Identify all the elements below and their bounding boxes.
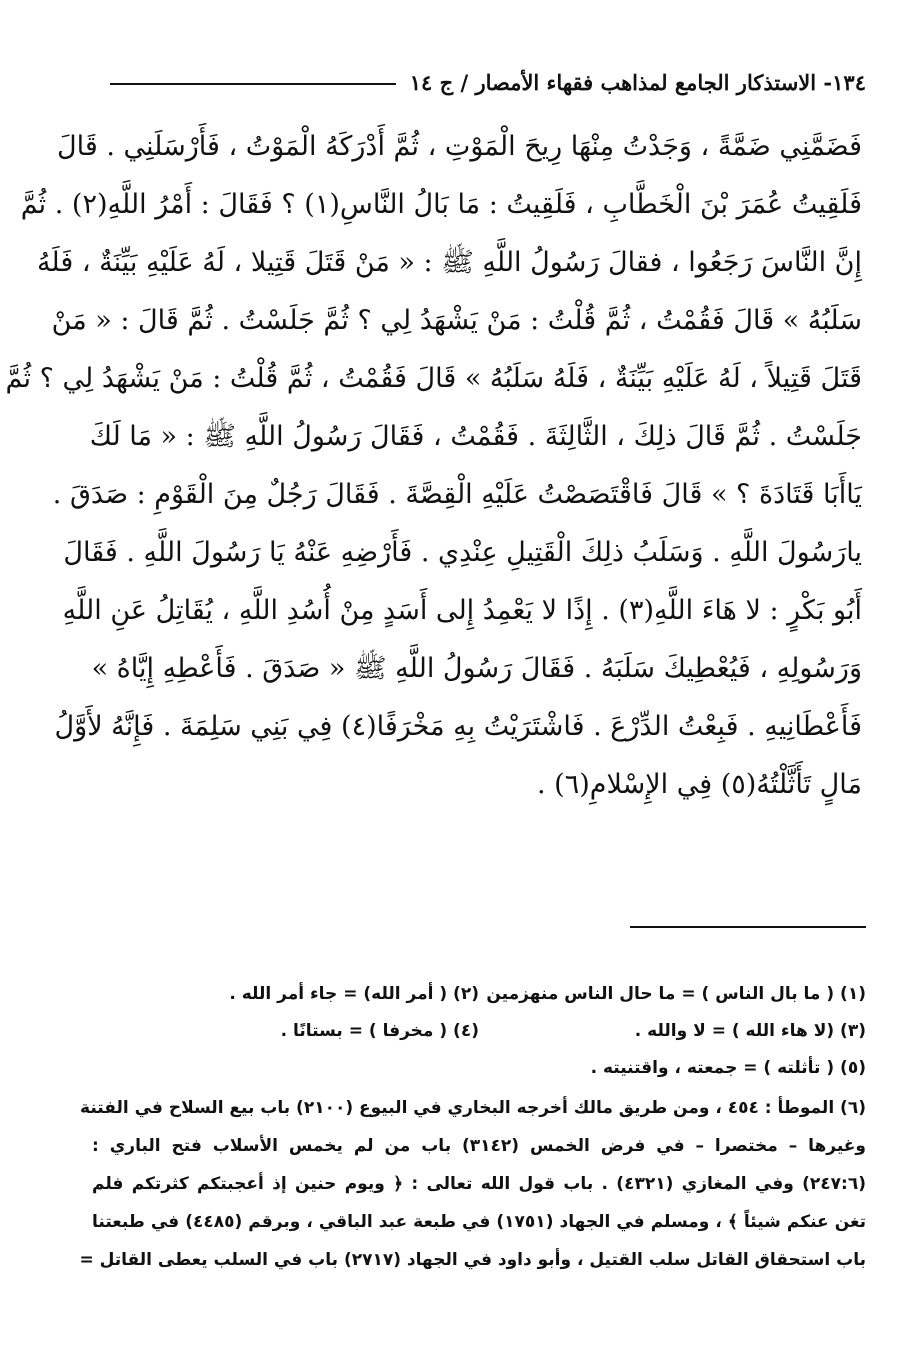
footnote-4: (٤) ( مخرفا ) = بستانًا . <box>280 1021 479 1041</box>
running-title: ١٣٤- الاستذكار الجامع لمذاهب فقهاء الأمصار / ج ١٤ <box>409 69 866 95</box>
page-header <box>110 62 866 102</box>
footnote-row <box>92 976 866 1013</box>
footnote-6-line: (٦) الموطأ : ٤٥٤ ، ومن طريق مالك أخرجه البخاري في البيوع (٢١٠٠) باب بيع السلاح في الفتنة <box>80 1098 866 1118</box>
text-line: يَاأَبَا قَتَادَةَ ؟ » قَالَ فَاقْتَصَصْتُ عَلَيْهِ الْقِصَّةَ . فَقَالَ رَجُلٌ مِنَ الْقَوْمِ : صَدَقَ . <box>52 479 862 510</box>
footnote-row <box>92 1013 866 1050</box>
footnote-separator <box>630 926 866 928</box>
footnote-3: (٣) (لا هاء الله ) = لا والله . <box>634 1021 866 1041</box>
text-line: فَلَقِيتُ عُمَرَ بْنَ الْخَطَّابِ ، فَلَقِيتُ : مَا بَالُ النَّاسِ(١) ؟ فَقَالَ : أَمْرُ اللَّهِ(٢) . ثُمَّ <box>20 189 862 220</box>
text-line: مَالٍ تَأَثَّلْتُهُ(٥) فِي الإِسْلامِ(٦) . <box>537 769 862 800</box>
text-line: إِنَّ النَّاسَ رَجَعُوا ، فقالَ رَسُولُ اللَّهِ ﷺ : « مَنْ قَتَلَ قَتِيلا ، لَهُ عَلَيْهِ بَيِّنَةٌ ، فَلَهُ <box>36 247 862 278</box>
footnote-6 <box>79 1089 866 1279</box>
footnote-6-line: تغن عنكم شيئاً ﴾ ، ومسلم في الجهاد (١٧٥١) في طبعة عبد الباقي ، وبرقم (٤٤٨٥) في طبعتنا <box>92 1212 866 1232</box>
text-line: سَلَبُهُ » قَالَ فَقُمْتُ ، ثُمَّ قُلْتُ : مَنْ يَشْهَدُ لِي ؟ ثُمَّ جَلَسْتُ . ثُمَّ قَالَ : « مَنْ <box>51 305 862 336</box>
text-line: جَلَسْتُ . ثُمَّ قَالَ ذلِكَ ، الثَّالِثَةَ . فَقُمْتُ ، فَقَالَ رَسُولُ اللَّهِ ﷺ : « مَا لَكَ <box>89 421 862 452</box>
text-line: يارَسُولَ اللَّهِ . وَسَلَبُ ذلِكَ الْقَتِيلِ عِنْدِي . فَأَرْضِهِ عَنْهُ يَا رَسُولَ اللَّهِ . فَقَالَ <box>63 537 862 568</box>
header-rule <box>110 83 396 85</box>
footnote-2: (٢) ( أمر الله) = جاء أمر الله . <box>229 984 479 1004</box>
text-line: قَتَلَ قَتِيلاً ، لَهُ عَلَيْهِ بَيِّنَةٌ ، فَلَهُ سَلَبُهُ » قَالَ فَقُمْتُ ، ثُمَّ قُلْتُ : مَنْ يَشْهَدُ لِي ؟ ثُمَّ <box>5 363 862 394</box>
footnote-1: (١) ( ما بال الناس ) = ما حال الناس منهزمين <box>486 984 866 1004</box>
text-line: وَرَسُولِهِ ، فَيُعْطِيكَ سَلَبَهُ . فَقَالَ رَسُولُ اللَّهِ ﷺ « صَدَقَ . فَأَعْطِهِ إِيَّاهُ » <box>91 653 862 684</box>
footnote-6-line: (٢٤٧:٦) وفي المغازي (٤٣٢١) . باب قول الله تعالى : ﴿ ويوم حنين إذ أعجبتكم كثرتكم فلم <box>92 1174 866 1194</box>
footnote-5: (٥) ( تأثلته ) = جمعته ، واقتنيته . <box>590 1058 866 1078</box>
footnotes <box>79 976 866 1279</box>
footnote-6-line: وغيرها – مختصرا – في فرض الخمس (٣١٤٢) باب من لم يخمس الأسلاب فتح الباري : <box>92 1136 866 1156</box>
text-line: فَضَمَّنِي ضَمَّةً ، وَجَدْتُ مِنْهَا رِيحَ الْمَوْتِ ، ثُمَّ أَدْرَكَهُ الْمَوْتُ ، فَأَرْسَلَنِي . قَالَ <box>57 131 862 162</box>
text-line: فَأَعْطَانِيهِ . فَبِعْتُ الدِّرْعَ . فَاشْتَرَيْتُ بِهِ مَخْرَفًا(٤) فِي بَنِي سَلِمَةَ . فَإِنَّهُ لأَوَّلُ <box>54 711 862 742</box>
text-line: أَبُو بَكْرٍ : لا هَاءَ اللَّهِ(٣) . إِذًا لا يَعْمِدُ إِلى أَسَدٍ مِنْ أُسُدِ اللَّهِ ، يُقَاتِلُ عَنِ اللَّهِ <box>62 595 862 626</box>
footnote-6-line: باب استحقاق القاتل سلب القتيل ، وأبو داود في الجهاد (٢٧١٧) باب في السلب يعطى القاتل = <box>79 1250 866 1270</box>
main-text <box>5 118 862 814</box>
